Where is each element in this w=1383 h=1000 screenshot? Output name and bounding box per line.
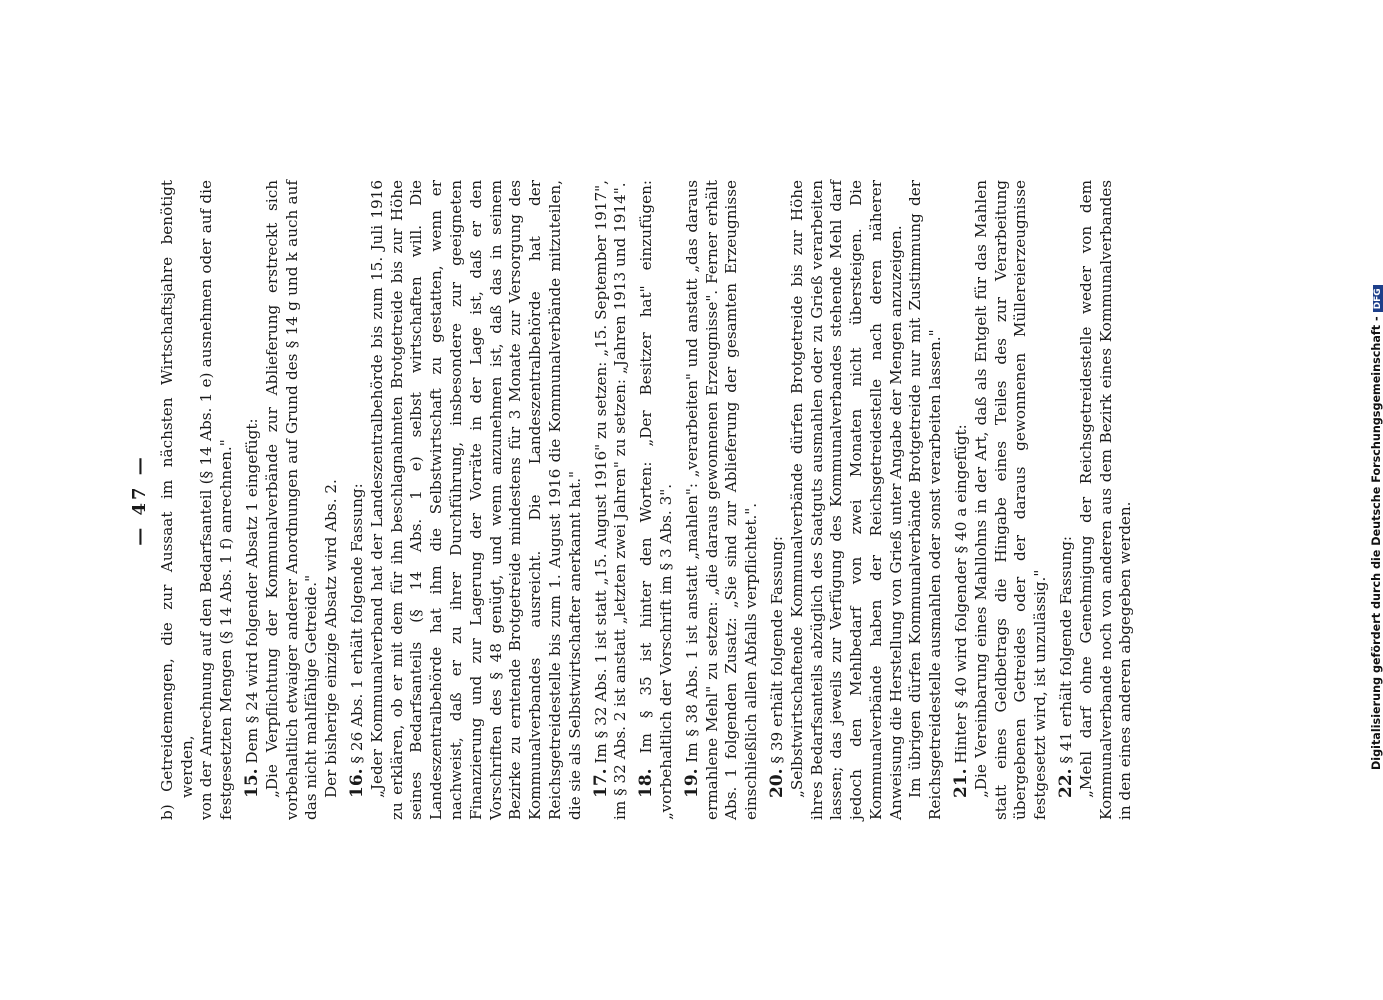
item-22: 22. § 41 erhält folgende Fassung:: [1056, 535, 1077, 798]
item-21: 21. Hinter § 40 wird folgender § 40 a eingefügt:: [951, 424, 972, 798]
item-16-quote: „Jeder Kommunalverband hat der Landeszentralbehörde bis zum 15. Juli 1916 zu erklären, ob er mit dem für ihn beschlagnahmten Brotgetreide bis zur Höhe seines Bedarfsanteils (§ 14 Abs. 1 e) selbst wirtschaften will. Die Landeszentralbehörde hat ihm die Selbstwirtschaft zu gestatten, wenn er nachweist, daß er zu ihrer Durchführung, insbesondere zur geeigneten Finanzierung und zur Lagerung der Vorräte in der Lage ist, daß er den Vorschriften des § 48 genügt, und wenn anzunehmen ist, daß das in seinem Bezirke zu erntende Brotgetreide mindestens für 3 Monate zur Versorgung des Kommunalverbandes ausreicht. Die Landeszentralbehörde hat der Reichsgetreidestelle bis zum 1. August 1916 die Kommunalverbände mitzuteilen, die sie als Selbstwirtschafter anerkannt hat.": [367, 180, 584, 820]
item-20-quote: „Selbstwirtschaftende Kommunalverbände dürfen Brotgetreide bis zur Höhe ihres Bedarfsanteils abzüglich des Saatguts ausmahlen oder zu Grieß verarbeiten lassen; das jeweils zur Verfügung des Kommunalverbandes stehende Mehl darf jedoch den Mehlbedarf von zwei Monaten nicht übersteigen. Die Kommunalverbände haben der Reichsgetreidestelle nach deren näherer Anweisung die Herstellung von Grieß unter Angabe der Mengen anzuzeigen.: [787, 180, 905, 820]
page-number: — 47 —: [129, 454, 150, 546]
item-15: 15. Dem § 24 wird folgender Absatz 1 eingefügt:: [241, 418, 262, 798]
item-15-note: Der bisherige einzige Absatz wird Abs. 2.: [322, 479, 341, 798]
paragraph-b-continued: von der Anrechnung auf den Bedarfsanteil (§ 14 Abs. 1 e) ausnehmen oder auf die festgesetzten Mengen (§ 14 Abs. 1 f) anrechnen.": [197, 180, 236, 820]
dfg-logo: DFG: [1373, 285, 1383, 312]
item-22-quote: „Mehl darf ohne Genehmigung der Reichsgetreidestelle weder von dem Kommunalverbande noch von anderen aus dem Bezirk eines Kommunalverbandes in den eines anderen abgegeben werden.: [1076, 180, 1135, 820]
credit-text: Digitalisierung gefördert durch die Deutsche Forschungsgemeinschaft -: [1370, 316, 1383, 770]
item-20: 20. § 39 erhält folgende Fassung:: [766, 535, 787, 798]
item-20-quote-2: Im übrigen dürfen Kommunalverbände Brotgetreide nur mit Zustimmung der Reichsgetreidestelle ausmahlen oder sonst verarbeiten lassen.": [906, 180, 945, 820]
item-17: 17. Im § 32 Abs. 1 ist statt „15. August 1916" zu setzen: „15. September 1917", im § 32 Abs. 2 ist anstatt „letzten zwei Jahren" zu setzen: „Jahren 1913 und 1914".: [590, 180, 630, 820]
item-16: 16. § 26 Abs. 1 erhält folgende Fassung:: [346, 483, 367, 798]
item-18: 18. Im § 35 ist hinter den Worten: „Der Besitzer hat" einzufügen: „vorbehaltlich der Vorschrift im § 3 Abs. 3".: [636, 180, 675, 820]
paragraph-b: b) Getreidemengen, die zur Aussaat im nächsten Wirtschaftsjahre benötigt werden,: [157, 180, 196, 820]
item-19: 19. Im § 38 Abs. 1 ist anstatt „mahlen": „verarbeiten" und anstatt „das daraus ermahlene Mehl" zu setzen: „die daraus gewonnenen Erzeugnisse". Ferner erhält Abs. 1 folgenden Zusatz: „Sie sind zur Ablieferung der gesamten Erzeugnisse einschließlich allen Abfalls verpflichtet.".: [681, 180, 761, 820]
digitization-credit: [1370, 10, 1383, 770]
item-15-quote: „Die Verpflichtung der Kommunalverbände zur Ablieferung erstreckt sich vorbehaltlich etwaiger anderer Anordnungen auf Grund des § 14 g und k auch auf das nicht mahlfähige Getreide.": [262, 180, 321, 820]
rotated-text-block: [130, 180, 1240, 820]
item-21-quote: „Die Vereinbarung eines Mahllohns in der Art, daß als Entgelt für das Mahlen statt eines Geldbetrags die Hingabe eines Teiles des zur Verarbeitung übergebenen Getreides oder der daraus gewonnenen Müllereierzeugnisse festgesetzt wird, ist unzulässig.": [971, 180, 1050, 820]
